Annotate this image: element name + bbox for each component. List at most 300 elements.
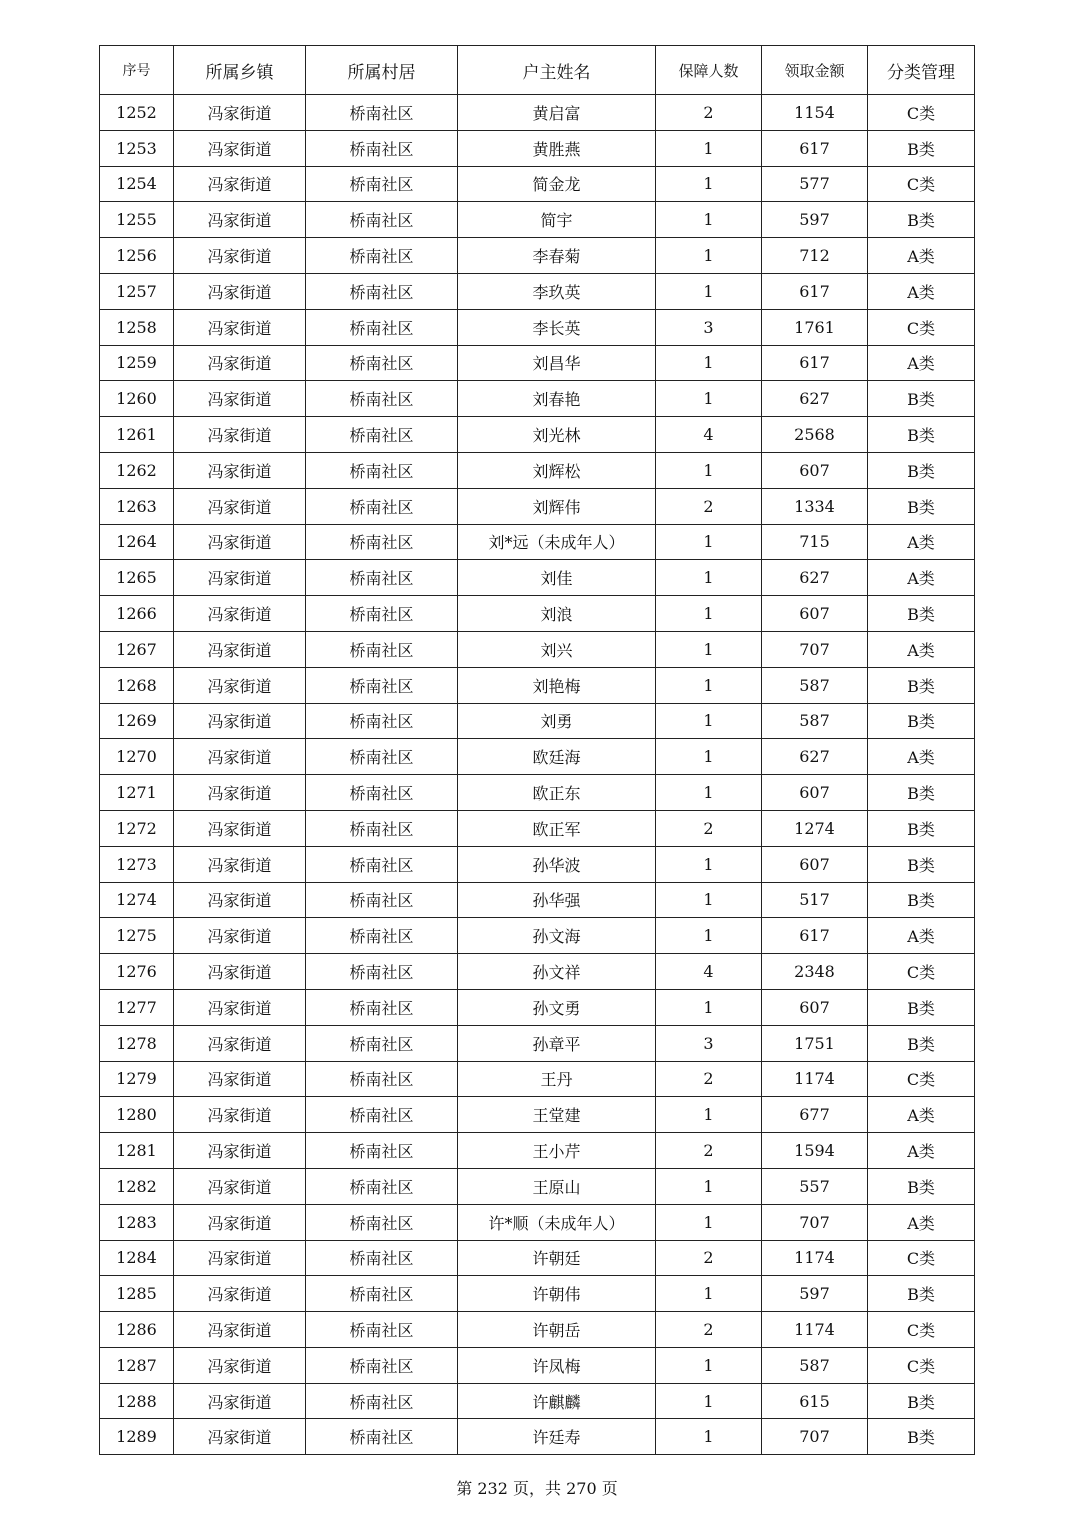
row-township: 冯家街道 (174, 488, 306, 524)
table-row (100, 238, 975, 274)
row-amount: 1154 (762, 95, 868, 131)
row-category: C类 (868, 1061, 975, 1097)
row-covered-persons: 1 (656, 1276, 762, 1312)
row-category: B类 (868, 417, 975, 453)
row-amount: 1174 (762, 1061, 868, 1097)
row-index: 1252 (100, 95, 174, 131)
row-covered-persons: 1 (656, 918, 762, 954)
row-township: 冯家街道 (174, 95, 306, 131)
row-category: B类 (868, 452, 975, 488)
table-row (100, 703, 975, 739)
header-township: 所属乡镇 (174, 46, 306, 95)
row-category: B类 (868, 703, 975, 739)
row-covered-persons: 1 (656, 202, 762, 238)
row-village: 桥南社区 (306, 631, 458, 667)
header-row (100, 46, 975, 95)
row-township: 冯家街道 (174, 560, 306, 596)
table-row (100, 560, 975, 596)
row-index: 1277 (100, 989, 174, 1025)
row-householder: 刘*远（未成年人） (458, 524, 656, 560)
row-category: A类 (868, 631, 975, 667)
row-village: 桥南社区 (306, 918, 458, 954)
row-category: B类 (868, 1383, 975, 1419)
row-householder: 孙华强 (458, 882, 656, 918)
row-amount: 1594 (762, 1133, 868, 1169)
row-householder: 许朝伟 (458, 1276, 656, 1312)
row-index: 1273 (100, 846, 174, 882)
row-amount: 1274 (762, 810, 868, 846)
header-village: 所属村居 (306, 46, 458, 95)
row-amount: 617 (762, 130, 868, 166)
table-row (100, 488, 975, 524)
row-township: 冯家街道 (174, 1383, 306, 1419)
row-householder: 简金龙 (458, 166, 656, 202)
row-householder: 孙文海 (458, 918, 656, 954)
row-village: 桥南社区 (306, 1204, 458, 1240)
row-householder: 王堂建 (458, 1097, 656, 1133)
row-amount: 1174 (762, 1312, 868, 1348)
row-category: A类 (868, 918, 975, 954)
table-row (100, 166, 975, 202)
table-row (100, 309, 975, 345)
row-householder: 欧廷海 (458, 739, 656, 775)
row-category: A类 (868, 345, 975, 381)
row-householder: 孙文勇 (458, 989, 656, 1025)
row-category: B类 (868, 846, 975, 882)
row-amount: 557 (762, 1168, 868, 1204)
row-village: 桥南社区 (306, 810, 458, 846)
row-index: 1270 (100, 739, 174, 775)
row-category: B类 (868, 1419, 975, 1455)
table-row (100, 1168, 975, 1204)
row-index: 1275 (100, 918, 174, 954)
row-covered-persons: 1 (656, 631, 762, 667)
row-householder: 黄胜燕 (458, 130, 656, 166)
row-amount: 1751 (762, 1025, 868, 1061)
row-township: 冯家街道 (174, 1240, 306, 1276)
table-row (100, 1097, 975, 1133)
table-row (100, 918, 975, 954)
row-amount: 2568 (762, 417, 868, 453)
row-householder: 刘艳梅 (458, 667, 656, 703)
row-index: 1288 (100, 1383, 174, 1419)
row-township: 冯家街道 (174, 1276, 306, 1312)
row-covered-persons: 2 (656, 1133, 762, 1169)
row-householder: 黄启富 (458, 95, 656, 131)
row-township: 冯家街道 (174, 417, 306, 453)
row-village: 桥南社区 (306, 703, 458, 739)
row-covered-persons: 1 (656, 1204, 762, 1240)
row-covered-persons: 4 (656, 417, 762, 453)
row-index: 1257 (100, 273, 174, 309)
row-township: 冯家街道 (174, 739, 306, 775)
row-village: 桥南社区 (306, 166, 458, 202)
row-category: A类 (868, 560, 975, 596)
row-category: B类 (868, 596, 975, 632)
row-covered-persons: 2 (656, 1312, 762, 1348)
row-index: 1282 (100, 1168, 174, 1204)
row-township: 冯家街道 (174, 381, 306, 417)
row-index: 1253 (100, 130, 174, 166)
header-householder: 户主姓名 (458, 46, 656, 95)
row-category: C类 (868, 309, 975, 345)
row-index: 1264 (100, 524, 174, 560)
row-index: 1280 (100, 1097, 174, 1133)
table-row (100, 1204, 975, 1240)
row-covered-persons: 1 (656, 452, 762, 488)
row-village: 桥南社区 (306, 452, 458, 488)
row-amount: 707 (762, 1204, 868, 1240)
row-village: 桥南社区 (306, 1419, 458, 1455)
row-householder: 孙文祥 (458, 954, 656, 990)
row-category: A类 (868, 739, 975, 775)
row-amount: 1761 (762, 309, 868, 345)
row-covered-persons: 2 (656, 810, 762, 846)
row-covered-persons: 2 (656, 1240, 762, 1276)
row-amount: 617 (762, 918, 868, 954)
row-village: 桥南社区 (306, 1025, 458, 1061)
table-row (100, 954, 975, 990)
row-index: 1269 (100, 703, 174, 739)
row-village: 桥南社区 (306, 739, 458, 775)
row-village: 桥南社区 (306, 1276, 458, 1312)
row-category: B类 (868, 1168, 975, 1204)
row-category: C类 (868, 1240, 975, 1276)
table-row (100, 1383, 975, 1419)
table-row (100, 1312, 975, 1348)
row-category: A类 (868, 1097, 975, 1133)
row-index: 1272 (100, 810, 174, 846)
row-covered-persons: 2 (656, 95, 762, 131)
row-covered-persons: 1 (656, 739, 762, 775)
row-householder: 孙华波 (458, 846, 656, 882)
row-amount: 607 (762, 596, 868, 632)
row-amount: 1334 (762, 488, 868, 524)
row-village: 桥南社区 (306, 1133, 458, 1169)
table-row (100, 596, 975, 632)
row-category: B类 (868, 882, 975, 918)
row-category: A类 (868, 238, 975, 274)
row-category: C类 (868, 95, 975, 131)
row-township: 冯家街道 (174, 166, 306, 202)
row-township: 冯家街道 (174, 1025, 306, 1061)
row-householder: 李玖英 (458, 273, 656, 309)
table-row (100, 95, 975, 131)
row-covered-persons: 1 (656, 560, 762, 596)
row-township: 冯家街道 (174, 703, 306, 739)
row-householder: 简宇 (458, 202, 656, 238)
row-covered-persons: 1 (656, 989, 762, 1025)
table-row (100, 1276, 975, 1312)
row-amount: 617 (762, 273, 868, 309)
row-amount: 607 (762, 846, 868, 882)
header-amount: 领取金额 (762, 46, 868, 95)
row-village: 桥南社区 (306, 345, 458, 381)
row-householder: 刘光林 (458, 417, 656, 453)
row-householder: 欧正东 (458, 775, 656, 811)
row-village: 桥南社区 (306, 309, 458, 345)
row-index: 1258 (100, 309, 174, 345)
row-householder: 李春菊 (458, 238, 656, 274)
row-covered-persons: 3 (656, 309, 762, 345)
row-township: 冯家街道 (174, 273, 306, 309)
row-amount: 607 (762, 775, 868, 811)
row-village: 桥南社区 (306, 989, 458, 1025)
table-row (100, 273, 975, 309)
row-amount: 577 (762, 166, 868, 202)
table-row (100, 1240, 975, 1276)
row-covered-persons: 1 (656, 596, 762, 632)
row-index: 1262 (100, 452, 174, 488)
header-covered-persons: 保障人数 (656, 46, 762, 95)
table-row (100, 989, 975, 1025)
row-township: 冯家街道 (174, 954, 306, 990)
row-amount: 617 (762, 345, 868, 381)
row-householder: 刘佳 (458, 560, 656, 596)
data-table (99, 45, 975, 1455)
row-householder: 刘春艳 (458, 381, 656, 417)
row-householder: 许麒麟 (458, 1383, 656, 1419)
row-township: 冯家街道 (174, 775, 306, 811)
table-header (100, 46, 975, 95)
row-township: 冯家街道 (174, 846, 306, 882)
row-householder: 刘浪 (458, 596, 656, 632)
row-village: 桥南社区 (306, 596, 458, 632)
row-category: B类 (868, 381, 975, 417)
row-covered-persons: 1 (656, 524, 762, 560)
row-category: B类 (868, 775, 975, 811)
header-category: 分类管理 (868, 46, 975, 95)
row-householder: 欧正军 (458, 810, 656, 846)
row-index: 1267 (100, 631, 174, 667)
row-township: 冯家街道 (174, 918, 306, 954)
row-township: 冯家街道 (174, 238, 306, 274)
row-amount: 715 (762, 524, 868, 560)
table-row (100, 1347, 975, 1383)
row-covered-persons: 1 (656, 703, 762, 739)
row-village: 桥南社区 (306, 1312, 458, 1348)
row-covered-persons: 1 (656, 166, 762, 202)
header-index: 序号 (100, 46, 174, 95)
row-village: 桥南社区 (306, 202, 458, 238)
row-index: 1254 (100, 166, 174, 202)
row-index: 1268 (100, 667, 174, 703)
row-village: 桥南社区 (306, 667, 458, 703)
row-village: 桥南社区 (306, 130, 458, 166)
table-row (100, 345, 975, 381)
row-township: 冯家街道 (174, 452, 306, 488)
row-category: C类 (868, 1347, 975, 1383)
row-amount: 627 (762, 739, 868, 775)
row-category: C类 (868, 166, 975, 202)
row-householder: 刘辉伟 (458, 488, 656, 524)
row-householder: 李长英 (458, 309, 656, 345)
row-index: 1284 (100, 1240, 174, 1276)
row-householder: 王小芹 (458, 1133, 656, 1169)
row-index: 1261 (100, 417, 174, 453)
row-township: 冯家街道 (174, 1204, 306, 1240)
row-index: 1283 (100, 1204, 174, 1240)
row-index: 1278 (100, 1025, 174, 1061)
row-covered-persons: 1 (656, 775, 762, 811)
row-amount: 707 (762, 631, 868, 667)
row-category: A类 (868, 273, 975, 309)
row-township: 冯家街道 (174, 1133, 306, 1169)
row-township: 冯家街道 (174, 882, 306, 918)
row-amount: 1174 (762, 1240, 868, 1276)
row-index: 1274 (100, 882, 174, 918)
row-covered-persons: 2 (656, 488, 762, 524)
row-amount: 597 (762, 202, 868, 238)
row-index: 1287 (100, 1347, 174, 1383)
row-covered-persons: 1 (656, 1347, 762, 1383)
row-index: 1286 (100, 1312, 174, 1348)
table-row (100, 202, 975, 238)
row-index: 1285 (100, 1276, 174, 1312)
row-amount: 607 (762, 989, 868, 1025)
row-amount: 587 (762, 667, 868, 703)
row-township: 冯家街道 (174, 810, 306, 846)
row-householder: 许朝廷 (458, 1240, 656, 1276)
row-covered-persons: 1 (656, 1383, 762, 1419)
table-row (100, 1025, 975, 1061)
row-householder: 王原山 (458, 1168, 656, 1204)
row-village: 桥南社区 (306, 488, 458, 524)
row-householder: 刘辉松 (458, 452, 656, 488)
row-index: 1281 (100, 1133, 174, 1169)
table-row (100, 1061, 975, 1097)
row-index: 1256 (100, 238, 174, 274)
row-householder: 孙章平 (458, 1025, 656, 1061)
row-covered-persons: 1 (656, 238, 762, 274)
row-amount: 677 (762, 1097, 868, 1133)
row-householder: 刘勇 (458, 703, 656, 739)
row-covered-persons: 1 (656, 882, 762, 918)
row-village: 桥南社区 (306, 1383, 458, 1419)
row-township: 冯家街道 (174, 1312, 306, 1348)
row-category: B类 (868, 1276, 975, 1312)
row-village: 桥南社区 (306, 95, 458, 131)
table-row (100, 739, 975, 775)
row-township: 冯家街道 (174, 345, 306, 381)
table-row (100, 810, 975, 846)
row-householder: 许朝岳 (458, 1312, 656, 1348)
row-index: 1276 (100, 954, 174, 990)
table-row (100, 1419, 975, 1455)
row-covered-persons: 1 (656, 1419, 762, 1455)
row-township: 冯家街道 (174, 524, 306, 560)
row-category: A类 (868, 1133, 975, 1169)
row-householder: 许凤梅 (458, 1347, 656, 1383)
row-householder: 王丹 (458, 1061, 656, 1097)
row-village: 桥南社区 (306, 1168, 458, 1204)
row-covered-persons: 1 (656, 1168, 762, 1204)
row-category: B类 (868, 989, 975, 1025)
row-amount: 587 (762, 703, 868, 739)
table-row (100, 667, 975, 703)
table-row (100, 631, 975, 667)
row-index: 1266 (100, 596, 174, 632)
row-township: 冯家街道 (174, 309, 306, 345)
row-category: B类 (868, 1025, 975, 1061)
row-covered-persons: 3 (656, 1025, 762, 1061)
row-village: 桥南社区 (306, 524, 458, 560)
row-covered-persons: 1 (656, 381, 762, 417)
row-category: C类 (868, 954, 975, 990)
row-township: 冯家街道 (174, 202, 306, 238)
row-amount: 707 (762, 1419, 868, 1455)
row-amount: 615 (762, 1383, 868, 1419)
row-amount: 712 (762, 238, 868, 274)
row-index: 1260 (100, 381, 174, 417)
row-township: 冯家街道 (174, 1061, 306, 1097)
table-row (100, 452, 975, 488)
row-village: 桥南社区 (306, 882, 458, 918)
row-covered-persons: 1 (656, 345, 762, 381)
row-amount: 587 (762, 1347, 868, 1383)
row-village: 桥南社区 (306, 273, 458, 309)
row-covered-persons: 1 (656, 130, 762, 166)
row-covered-persons: 1 (656, 273, 762, 309)
page-number: 第 232 页，共 270 页 (456, 1479, 618, 1498)
row-village: 桥南社区 (306, 1061, 458, 1097)
row-category: B类 (868, 667, 975, 703)
row-village: 桥南社区 (306, 1347, 458, 1383)
row-township: 冯家街道 (174, 1168, 306, 1204)
table-row (100, 1133, 975, 1169)
table-row (100, 524, 975, 560)
row-village: 桥南社区 (306, 238, 458, 274)
row-covered-persons: 4 (656, 954, 762, 990)
row-index: 1263 (100, 488, 174, 524)
row-covered-persons: 2 (656, 1061, 762, 1097)
row-village: 桥南社区 (306, 954, 458, 990)
row-category: A类 (868, 524, 975, 560)
row-township: 冯家街道 (174, 1347, 306, 1383)
row-village: 桥南社区 (306, 846, 458, 882)
row-index: 1255 (100, 202, 174, 238)
table-body (100, 95, 975, 1455)
row-township: 冯家街道 (174, 130, 306, 166)
row-householder: 许廷寿 (458, 1419, 656, 1455)
row-township: 冯家街道 (174, 989, 306, 1025)
row-category: B类 (868, 810, 975, 846)
row-index: 1259 (100, 345, 174, 381)
row-householder: 许*顺（未成年人） (458, 1204, 656, 1240)
row-township: 冯家街道 (174, 1097, 306, 1133)
row-category: B类 (868, 488, 975, 524)
row-amount: 597 (762, 1276, 868, 1312)
row-householder: 刘昌华 (458, 345, 656, 381)
row-township: 冯家街道 (174, 596, 306, 632)
row-village: 桥南社区 (306, 381, 458, 417)
row-covered-persons: 1 (656, 667, 762, 703)
table-row (100, 381, 975, 417)
row-village: 桥南社区 (306, 1240, 458, 1276)
row-category: B类 (868, 130, 975, 166)
row-index: 1289 (100, 1419, 174, 1455)
row-category: B类 (868, 202, 975, 238)
table-row (100, 130, 975, 166)
row-amount: 2348 (762, 954, 868, 990)
row-category: A类 (868, 1204, 975, 1240)
row-householder: 刘兴 (458, 631, 656, 667)
table-row (100, 882, 975, 918)
table-row (100, 846, 975, 882)
row-village: 桥南社区 (306, 775, 458, 811)
row-township: 冯家街道 (174, 631, 306, 667)
row-index: 1279 (100, 1061, 174, 1097)
